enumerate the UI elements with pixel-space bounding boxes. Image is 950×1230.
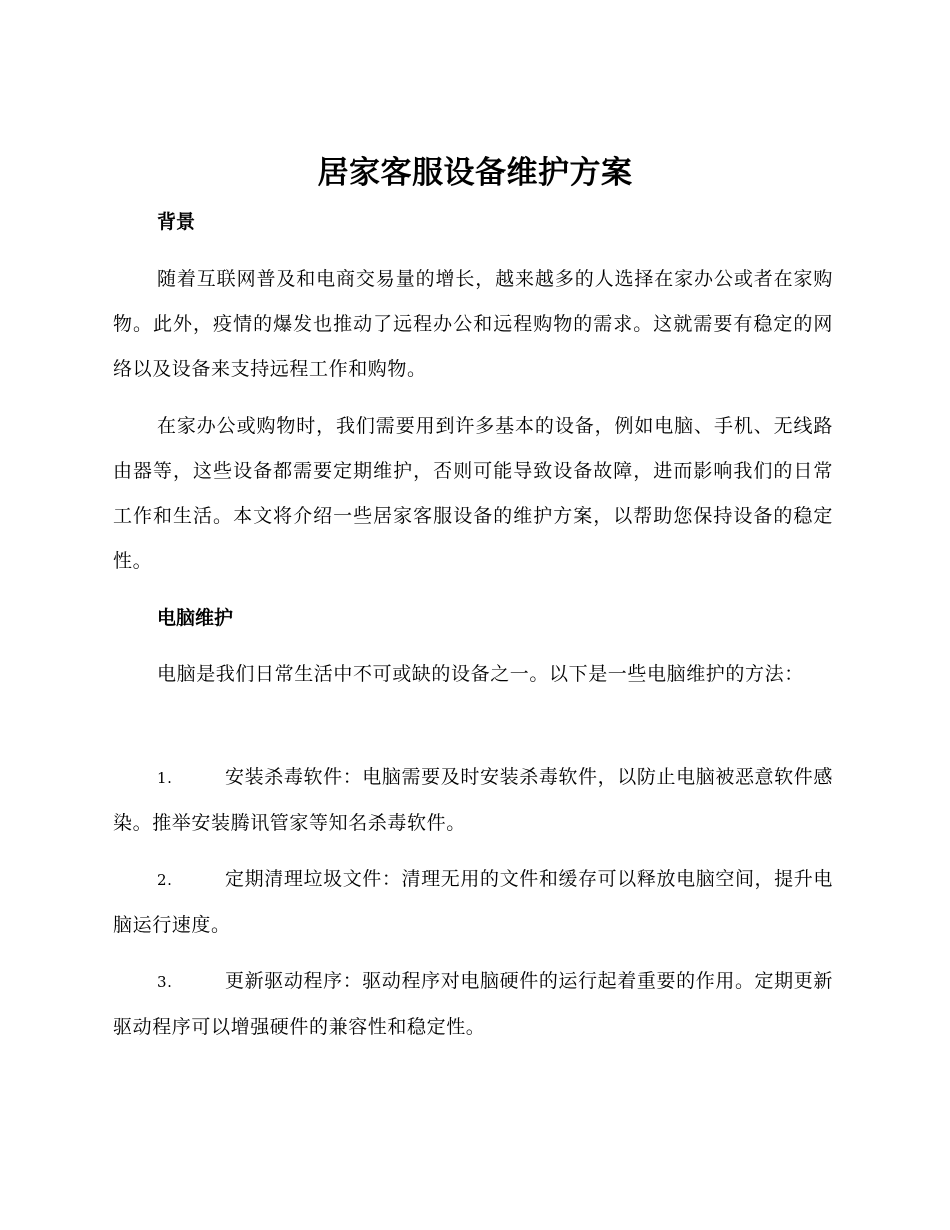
list-item-3	[113, 959, 833, 1050]
list-number-1: 1.	[157, 769, 173, 787]
list-number-3: 3.	[157, 973, 173, 991]
list-text-1: 安装杀毒软件：电脑需要及时安装杀毒软件，以防止电脑被恶意软件感染。推举安装腾讯管家等知名杀毒软件。	[113, 766, 833, 834]
list-item-1	[113, 755, 833, 846]
paragraph-background-1: 随着互联网普及和电商交易量的增长，越来越多的人选择在家办公或者在家购物。此外，疫情的爆发也推动了远程办公和远程购物的需求。这就需要有稳定的网络以及设备来支持远程工作和购物。	[113, 268, 833, 380]
list-text-2: 定期清理垃圾文件：清理无用的文件和缓存可以释放电脑空间，提升电脑运行速度。	[113, 868, 833, 936]
section-heading-background: 背景	[157, 211, 196, 233]
list-item-2	[113, 857, 833, 948]
list-number-2: 2.	[157, 871, 173, 889]
section-heading-computer-maintenance: 电脑维护	[157, 607, 234, 629]
paragraph-computer-intro: 电脑是我们日常生活中不可或缺的设备之一。以下是一些电脑维护的方法：	[157, 663, 804, 685]
list-text-3: 更新驱动程序：驱动程序对电脑硬件的运行起着重要的作用。定期更新驱动程序可以增强硬件的兼容性和稳定性。	[113, 970, 833, 1038]
document-title: 居家客服设备维护方案	[317, 155, 633, 191]
paragraph-background-2: 在家办公或购物时，我们需要用到许多基本的设备，例如电脑、手机、无线路由器等，这些设备都需要定期维护，否则可能导致设备故障，进而影响我们的日常工作和生活。本文将介绍一些居家客服设备的维护方案，以帮助您保持设备的稳定性。	[113, 415, 833, 572]
